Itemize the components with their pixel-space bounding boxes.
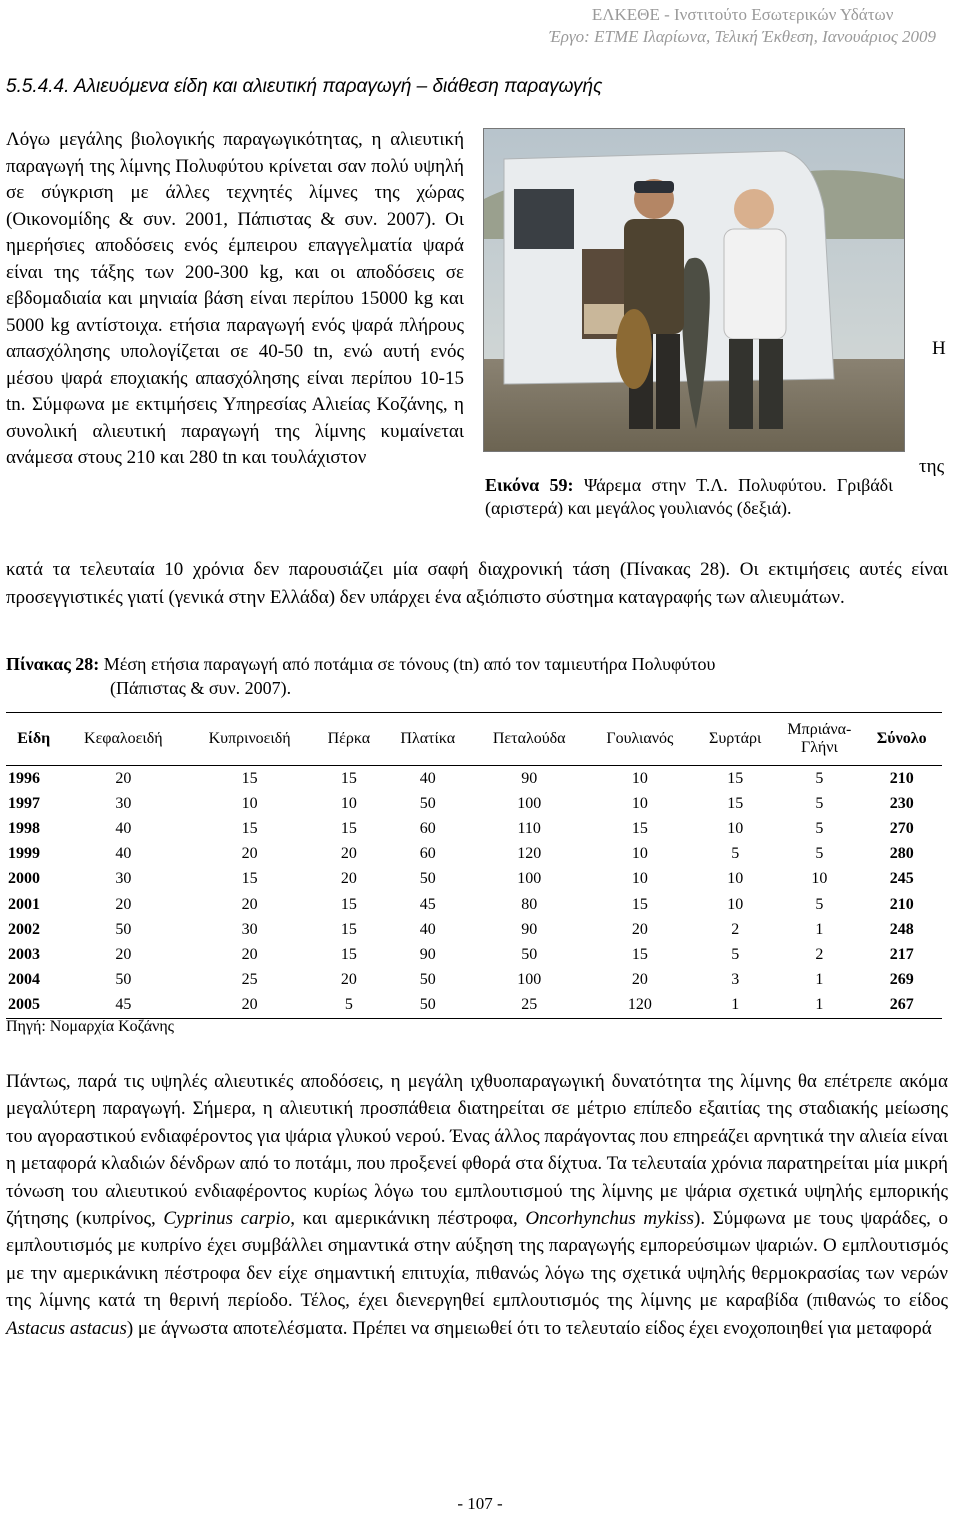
table-cell: 2 [815, 945, 824, 963]
table-cell: 30 [115, 870, 132, 888]
table-cell: 5 [731, 845, 740, 863]
table-caption-text: Μέση ετήσια παραγωγή από ποτάμια σε τόνους (tn) από τον ταμιευτήρα Πολυφύτου [99, 654, 716, 674]
table-cell: 5 [314, 993, 384, 1019]
production-table [6, 712, 942, 1019]
table-cell: 15 [727, 794, 744, 812]
table-cell: 90 [521, 769, 538, 787]
species-cyprinus: Cyprinus carpio [163, 1208, 291, 1230]
float-word-tis: της [919, 456, 945, 477]
table-cell: 90 [419, 945, 436, 963]
table-cell: 20 [631, 920, 648, 938]
table-row [6, 766, 942, 792]
table-cell: 45 [419, 895, 436, 913]
table-cell: 100 [517, 870, 542, 888]
table-cell: 120 [587, 993, 693, 1019]
table-row [6, 942, 942, 967]
table-cell: 100 [517, 971, 542, 989]
table-cell: 2 [731, 920, 740, 938]
section-title: 5.5.4.4. Αλιευόμενα είδη και αλιευτική παραγωγή – διάθεση παραγωγής [6, 76, 603, 97]
table-cell: 110 [517, 819, 541, 837]
running-header [549, 4, 936, 48]
table-caption [6, 652, 936, 700]
row-year: 2000 [8, 870, 40, 888]
figure-caption-label: Εικόνα 59: [485, 475, 574, 495]
col-platika: Πλατίκα [384, 713, 472, 766]
table-cell: 20 [340, 870, 357, 888]
table-cell: 50 [115, 971, 132, 989]
table-row [6, 892, 942, 917]
paragraph-enrichment-part3: ). Σύμφωνα με τους ψαράδες, ο εμπλουτισμός με κυπρίνο έχει συμβάλλει σημαντικά στην αύξηση της παραγωγής εμπορεύσιμων ψαριών. Ο εμπλουτισμός με την αμερικάνικη πέστροφα δεν είχε σημαντική επιτυχία, πιθανώς λόγω της σχετικά υψηλής θερμοκρασίας των νερών της λίμνης κατά τη θερινή περίοδο. Τέλος, έχει διενεργηθεί εμπλουτισμός της λίμνης με καραβίδα (πιθανώς το είδος [6, 1208, 949, 1312]
row-year: 2001 [8, 895, 40, 913]
col-perka: Πέρκα [314, 713, 384, 766]
paragraph-enrichment-part1: Πάντως, παρά τις υψηλές αλιευτικές αποδόσεις, η μεγάλη ιχθυοπαραγωγική δυνατότητα της λίμνης θα επέτρεπε ακόμα μεγαλύτερη παραγωγή. Σήμερα, η αλιευτική προσπάθεια διατηρείται σε μέτριο επίπεδο εξαιτίας της σταδιακής μείωσης του αγοραστικού ενδιαφέροντος για ψάρια γλυκού νερού. Ένας άλλος παράγοντας που επηρεάζει αρνητικά την αλιεία είναι η μεταφορά κλαδιών δένδρων από το ποτάμι, που προξενεί φθορά στα δίχτυα. Τα τελευταία χρόνια παρατηρείται μία μικρή τόνωση του αλιευτικού ενδιαφέροντος κυρίως λόγω του εμπλουτισμού της λίμνης με ψάρια σχετικά υψηλής εμπορικής ζήτησης (κυπρίνος, [6, 1071, 948, 1230]
table-cell: 50 [419, 870, 436, 888]
page-number: - 107 - [457, 1494, 503, 1513]
table-cell: 10 [631, 870, 648, 888]
table-cell: 40 [115, 819, 132, 837]
table-caption-reference: (Πάπιστας & συν. 2007). [110, 678, 292, 698]
row-total: 245 [889, 870, 914, 888]
figure-caption-text: Ψάρεμα στην Τ.Λ. Πολυφύτου. Γριβάδι (αριστερά) και μεγάλος γουλιανός (δεξιά). [485, 475, 893, 518]
table-cell: 5 [731, 945, 740, 963]
row-total: 269 [889, 971, 914, 989]
col-total: Σύνολο [861, 713, 942, 766]
table-row [6, 867, 942, 892]
row-total: 248 [889, 920, 914, 938]
table-cell: 5 [815, 895, 824, 913]
paragraph-enrichment-part4: ) με άγνωστα αποτελέσματα. Πρέπει να σημειωθεί ότι το τελευταίο είδος έχει ενοχοποιηθεί για μεταφορά [126, 1317, 932, 1339]
table-cell: 10 [631, 794, 648, 812]
row-total: 267 [861, 993, 942, 1019]
table-cell: 15 [241, 769, 258, 787]
paragraph-intro-continued: κατά τα τελευταία 10 χρόνια δεν παρουσιάζει μία σαφή διαχρονική τάση (Πίνακας 28). Οι εκτιμήσεις αυτές είναι προσεγγιστικές γιατί (γενικά στην Ελλάδα) δεν υπάρχει ένα αξιόπιστο σύστημα καταγραφής των αλιευμάτων. [6, 559, 948, 608]
table-cell: 10 [631, 769, 648, 787]
table-row [6, 917, 942, 942]
row-total: 270 [889, 819, 914, 837]
table-cell: 20 [241, 895, 258, 913]
row-total: 210 [889, 895, 914, 913]
table-cell: 15 [241, 819, 258, 837]
row-year: 2003 [8, 945, 40, 963]
table-cell: 15 [631, 895, 648, 913]
table-cell: 3 [731, 971, 740, 989]
header-project: Έργο: ΕΤΜΕ Ιλαρίωνα, Τελική Έκθεση, Ιανουάριος 2009 [549, 27, 936, 46]
table-cell: 15 [631, 819, 648, 837]
col-briana-glini: Μπριάνα-Γλήνι [777, 713, 861, 766]
fishing-photo-illustration [484, 129, 904, 451]
table-cell: 5 [815, 794, 824, 812]
table-row [6, 968, 942, 993]
row-year: 2005 [6, 993, 61, 1019]
row-year: 1997 [8, 794, 40, 812]
table-cell: 15 [631, 945, 648, 963]
table-row [6, 842, 942, 867]
table-cell: 15 [340, 819, 357, 837]
row-year: 1996 [8, 769, 40, 787]
table-cell: 1 [815, 971, 824, 989]
table-caption-label: Πίνακας 28: [6, 654, 100, 674]
row-year: 1998 [8, 819, 40, 837]
table-cell: 25 [472, 993, 587, 1019]
row-year: 2004 [8, 971, 40, 989]
table-cell: 15 [241, 870, 258, 888]
figure-caption [485, 474, 893, 520]
table-row [6, 816, 942, 841]
table-cell: 10 [727, 819, 744, 837]
table-cell: 20 [631, 971, 648, 989]
table-cell: 10 [727, 895, 744, 913]
table-cell: 30 [241, 920, 258, 938]
col-kyprinoeidi: Κυπρινοειδή [185, 713, 314, 766]
table-cell: 30 [115, 794, 132, 812]
table-cell: 15 [340, 945, 357, 963]
table-cell: 60 [419, 819, 436, 837]
table-cell: 10 [340, 794, 357, 812]
table-cell: 20 [115, 945, 132, 963]
table-source: Πηγή: Νομαρχία Κοζάνης [6, 1018, 175, 1035]
row-total: 230 [889, 794, 914, 812]
table-cell: 25 [241, 971, 258, 989]
table-cell: 40 [419, 920, 436, 938]
table-header-row [6, 713, 942, 766]
table-cell: 120 [517, 845, 542, 863]
table-cell: 10 [241, 794, 258, 812]
species-oncorhynchus: Oncorhynchus mykiss [525, 1208, 695, 1230]
table-cell: 20 [241, 945, 258, 963]
row-year: 2002 [8, 920, 40, 938]
table-cell: 15 [727, 769, 744, 787]
table-cell: 50 [419, 971, 436, 989]
table-cell: 50 [521, 945, 538, 963]
table-cell: 100 [517, 794, 542, 812]
table-cell: 1 [693, 993, 777, 1019]
table-cell: 40 [115, 845, 132, 863]
table-row [6, 993, 942, 1019]
table-cell: 90 [521, 920, 538, 938]
table-row [6, 791, 942, 816]
paragraph-enrichment-part2: , και αμερικάνικη πέστροφα, [290, 1208, 526, 1230]
table-cell: 20 [340, 845, 357, 863]
table-cell: 5 [815, 819, 824, 837]
table-cell: 20 [115, 769, 132, 787]
table-cell: 60 [419, 845, 436, 863]
paragraph-intro: Λόγω μεγάλης βιολογικής παραγωγικότητας, η αλιευτική παραγωγή της λίμνης Πολυφύτου κρίνεται σαν πολύ υψηλή σε σύγκριση με άλλες τεχνητές λίμνες της χώρας (Οικονομίδης & συν. 2001, Πάπιστας & συν. 2007). Οι ημερήσιες αποδόσεις ενός έμπειρου επαγγελματία ψαρά είναι της τάξης των 200-300 kg, και οι αποδόσεις σε εβδομαδιαία και μηνιαία βάση είναι περίπου 15000 kg και 5000 kg αντίστοιχα. ετήσια παραγωγή ενός ψαρά πλήρους απασχόλησης υπολογίζεται σε 40-50 tn, ενώ αυτή ενός μέσου ψαρά εποχιακής απασχόλησης είναι περίπου 10-15 tn. Σύμφωνα με εκτιμήσεις Υπηρεσίας Αλιείας Κοζάνης, η συνολική αλιευτική παραγωγή της λίμνης κυμαίνεται ανάμεσα στους 210 και 280 tn και τουλάχιστον [6, 129, 464, 468]
table-cell: 10 [631, 845, 648, 863]
col-kefaloeidi: Κεφαλοειδή [61, 713, 185, 766]
table-cell: 1 [777, 993, 861, 1019]
table-cell: 20 [340, 971, 357, 989]
col-goulianos: Γουλιανός [587, 713, 693, 766]
table-cell: 80 [521, 895, 538, 913]
table-cell: 5 [815, 845, 824, 863]
row-total: 217 [889, 945, 914, 963]
table-cell: 50 [115, 920, 132, 938]
paragraph-enrichment [6, 1068, 948, 1342]
table-cell: 45 [61, 993, 185, 1019]
table-cell: 20 [185, 993, 314, 1019]
species-astacus: Astacus astacus [6, 1317, 127, 1339]
table-cell: 5 [815, 769, 824, 787]
table-cell: 10 [811, 870, 828, 888]
table-cell: 20 [115, 895, 132, 913]
col-syrtari: Συρτάρι [693, 713, 777, 766]
table-cell: 20 [241, 845, 258, 863]
table-cell: 15 [340, 920, 357, 938]
header-institute: ΕΛΚΕΘΕ - Ινστιτούτο Εσωτερικών Υδάτων [591, 5, 894, 24]
table-cell: 1 [815, 920, 824, 938]
col-species: Είδη [6, 713, 61, 766]
table-cell: 50 [419, 794, 436, 812]
float-word-eta: Η [932, 338, 946, 359]
table-cell: 15 [340, 769, 357, 787]
col-petalouda: Πεταλούδα [472, 713, 587, 766]
row-year: 1999 [8, 845, 40, 863]
table-cell: 50 [384, 993, 472, 1019]
table-cell: 40 [419, 769, 436, 787]
row-total: 280 [889, 845, 914, 863]
table-cell: 15 [340, 895, 357, 913]
table-cell: 10 [727, 870, 744, 888]
row-total: 210 [889, 769, 914, 787]
fishing-photo [483, 128, 905, 452]
